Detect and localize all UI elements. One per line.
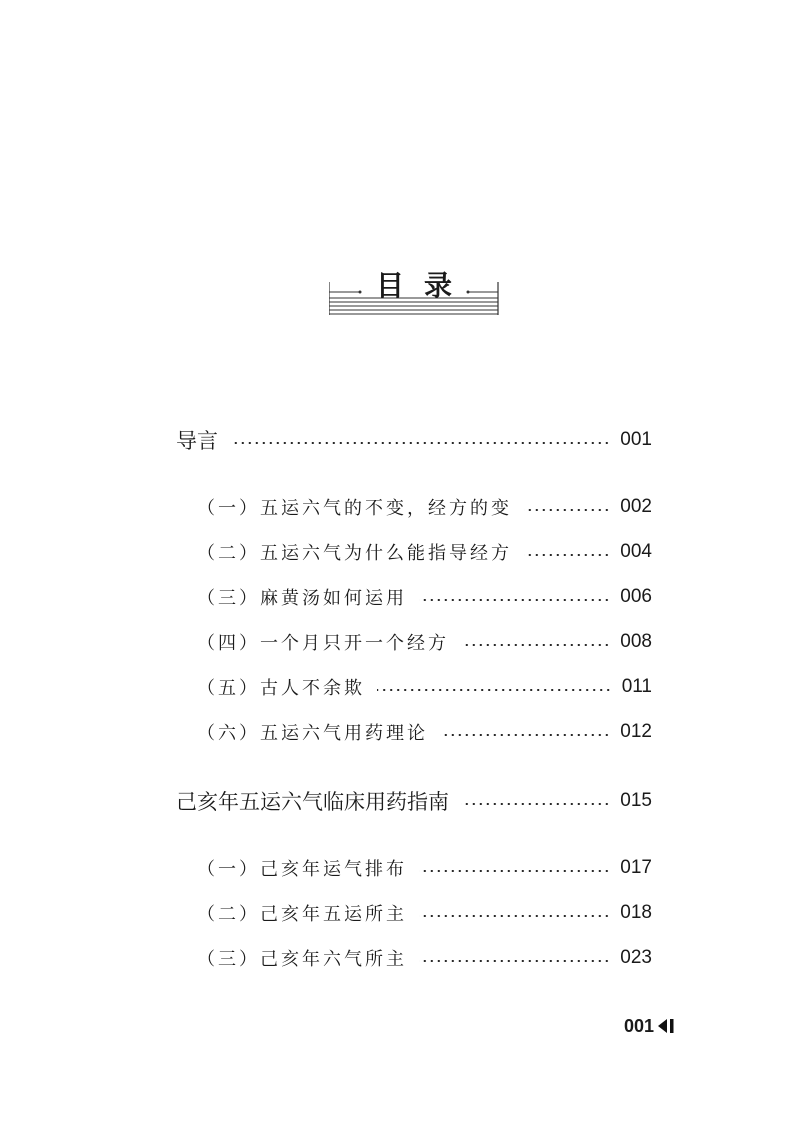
toc-entry-label: （六）五运六气用药理论 bbox=[197, 723, 428, 744]
toc-entry-page: 004 bbox=[620, 541, 652, 562]
toc-entry-label: （二）五运六气为什么能指导经方 bbox=[197, 543, 512, 564]
toc-entry-label: （四）一个月只开一个经方 bbox=[197, 633, 449, 654]
toc-entry-chapter[interactable] bbox=[176, 425, 652, 455]
toc-entry-page: 015 bbox=[620, 790, 652, 811]
toc-title-block bbox=[329, 262, 499, 316]
toc-entry-page: 011 bbox=[621, 676, 652, 697]
dot-leader bbox=[419, 870, 610, 872]
dot-leader bbox=[461, 803, 610, 805]
toc-entry-section[interactable] bbox=[197, 492, 652, 522]
toc-entry-label: （一）五运六气的不变，经方的变 bbox=[197, 498, 512, 519]
toc-entry-label: （三）己亥年六气所主 bbox=[197, 949, 407, 970]
dot-leader bbox=[419, 960, 610, 962]
toc-entry-section[interactable] bbox=[197, 582, 652, 612]
toc-entry-page: 018 bbox=[620, 902, 652, 923]
toc-entry-page: 008 bbox=[620, 631, 652, 652]
dot-leader bbox=[419, 915, 610, 917]
toc-entry-page: 023 bbox=[620, 947, 652, 968]
toc-entry-page: 002 bbox=[620, 496, 652, 517]
toc-entry-section[interactable] bbox=[197, 898, 652, 928]
toc-entry-section[interactable] bbox=[197, 853, 652, 883]
dot-leader bbox=[419, 599, 610, 601]
toc-entry-label: （一）己亥年运气排布 bbox=[197, 859, 407, 880]
folio-number: 001 bbox=[624, 1015, 655, 1036]
toc-entry-page: 006 bbox=[620, 586, 652, 607]
dot-leader bbox=[377, 689, 612, 691]
page-folio bbox=[624, 1013, 677, 1039]
page-marker-icon bbox=[657, 1017, 677, 1035]
dot-leader bbox=[524, 509, 610, 511]
toc-entry-section[interactable] bbox=[197, 717, 652, 747]
dot-leader bbox=[440, 734, 610, 736]
toc-entry-page: 001 bbox=[620, 429, 652, 450]
toc-entry-section[interactable] bbox=[197, 672, 652, 702]
toc-entry-section[interactable] bbox=[197, 943, 652, 973]
toc-entry-page: 017 bbox=[620, 857, 652, 878]
dot-leader bbox=[461, 644, 610, 646]
dot-leader bbox=[230, 442, 610, 444]
toc-entry-section[interactable] bbox=[197, 627, 652, 657]
toc-entry-label: （三）麻黄汤如何运用 bbox=[197, 588, 407, 609]
page-title: 目录 bbox=[375, 269, 472, 302]
toc-entry-label: （二）己亥年五运所主 bbox=[197, 904, 407, 925]
toc-entry-chapter[interactable] bbox=[176, 786, 652, 816]
toc-entry-page: 012 bbox=[620, 721, 652, 742]
toc-entry-label: （五）古人不余欺 bbox=[197, 678, 365, 699]
toc-entry-label: 己亥年五运六气临床用药指南 bbox=[176, 790, 449, 814]
dot-leader bbox=[524, 554, 610, 556]
toc-entry-label: 导言 bbox=[176, 429, 218, 453]
toc-entry-section[interactable] bbox=[197, 537, 652, 567]
